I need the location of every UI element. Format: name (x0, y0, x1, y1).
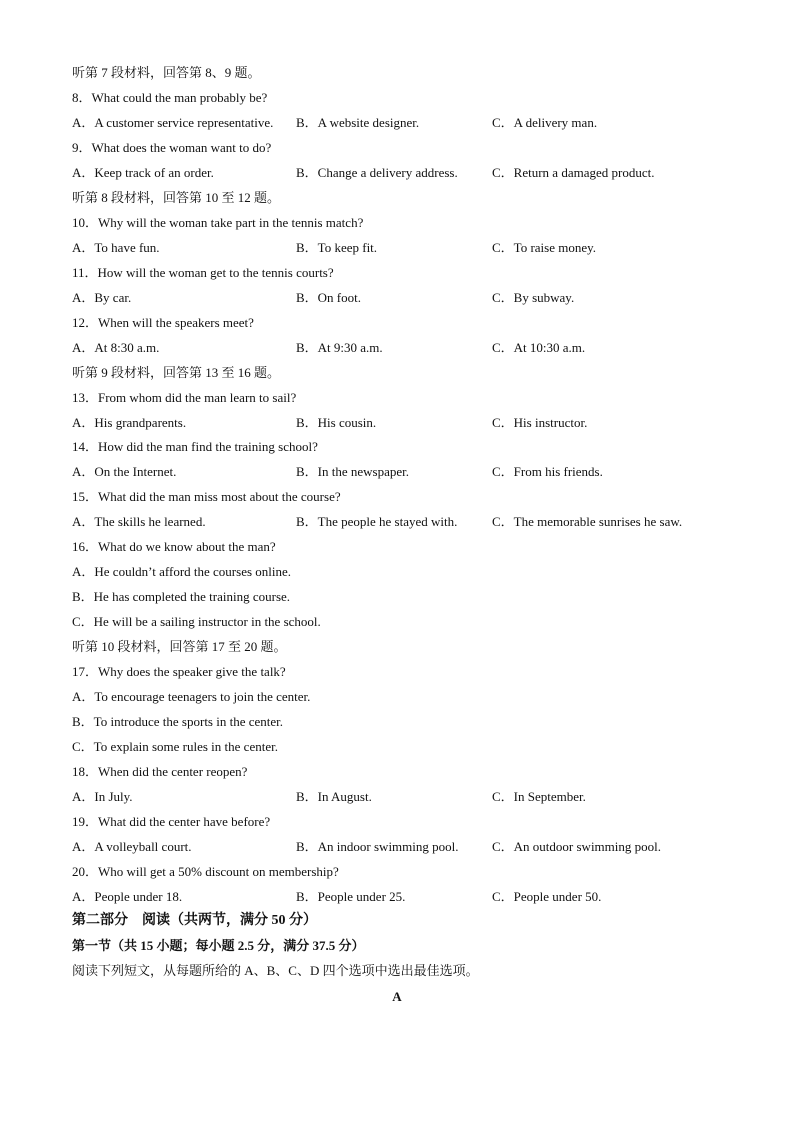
question-15-option-a: A．The skills he learned. (72, 514, 206, 529)
question-17-option-a: A．To encourage teenagers to join the center. (72, 689, 311, 704)
question-16-option-b: B．He has completed the training course. (72, 589, 291, 604)
part-two-instructions: 阅读下列短文，从每题所给的 A、B、C、D 四个选项中选出最佳选项。 (72, 963, 479, 978)
question-16-option-a: A．He couldn’t afford the courses online. (72, 564, 292, 579)
section-heading-9: 听第 9 段材料，回答第 13 至 16 题。 (72, 365, 281, 380)
question-19-option-a: A．A volleyball court. (72, 839, 192, 854)
question-17-stem: 17．Why does the speaker give the talk? (72, 664, 286, 679)
question-20-option-b: B．People under 25. (296, 889, 406, 904)
question-11-option-b: B．On foot. (296, 290, 362, 305)
section-heading-10: 听第 10 段材料，回答第 17 至 20 题。 (72, 639, 287, 654)
question-19-stem: 19．What did the center have before? (72, 814, 271, 829)
question-8-stem: 8．What could the man probably be? (72, 90, 268, 105)
question-14-option-b: B．In the newspaper. (296, 464, 410, 479)
question-13-option-c: C．His instructor. (492, 415, 588, 430)
question-20-option-a: A．People under 18. (72, 889, 183, 904)
question-11-stem: 11．How will the woman get to the tennis courts? (72, 265, 334, 280)
question-14-stem: 14．How did the man find the training school? (72, 439, 318, 454)
question-13-stem: 13．From whom did the man learn to sail? (72, 390, 297, 405)
question-11-option-a: A．By car. (72, 290, 132, 305)
question-14-option-a: A．On the Internet. (72, 464, 177, 479)
question-18-option-b: B．In August. (296, 789, 372, 804)
part-two-heading: 第二部分 阅读（共两节，满分 50 分） (72, 913, 317, 928)
question-10-option-c: C．To raise money. (492, 240, 597, 255)
section-heading-7: 听第 7 段材料，回答第 8、9 题。 (72, 65, 261, 80)
question-18-option-c: C．In September. (492, 789, 586, 804)
question-13-option-b: B．His cousin. (296, 415, 377, 430)
question-16-stem: 16．What do we know about the man? (72, 539, 276, 554)
question-10-stem: 10．Why will the woman take part in the tennis match? (72, 215, 364, 230)
section-heading-8: 听第 8 段材料，回答第 10 至 12 题。 (72, 190, 281, 205)
question-20-stem: 20．Who will get a 50% discount on membership? (72, 864, 339, 879)
question-15-stem: 15．What did the man miss most about the course? (72, 489, 341, 504)
question-9-option-a: A．Keep track of an order. (72, 165, 214, 180)
question-13-option-a: A．His grandparents. (72, 415, 187, 430)
question-15-option-c: C．The memorable sunrises he saw. (492, 514, 683, 529)
passage-label: A (392, 989, 402, 1004)
part-two-section-one-heading: 第一节（共 15 小题；每小题 2.5 分，满分 37.5 分） (72, 938, 365, 953)
question-10-option-a: A．To have fun. (72, 240, 160, 255)
question-15-option-b: B．The people he stayed with. (296, 514, 458, 529)
question-17-option-b: B．To introduce the sports in the center. (72, 714, 284, 729)
question-10-option-b: B．To keep fit. (296, 240, 378, 255)
question-12-stem: 12．When will the speakers meet? (72, 315, 254, 330)
question-16-option-c: C．He will be a sailing instructor in the school. (72, 614, 321, 629)
question-9-option-b: B．Change a delivery address. (296, 165, 458, 180)
question-20-option-c: C．People under 50. (492, 889, 602, 904)
question-11-option-c: C．By subway. (492, 290, 575, 305)
question-14-option-c: C．From his friends. (492, 464, 603, 479)
question-19-option-b: B．An indoor swimming pool. (296, 839, 459, 854)
question-8-option-a: A．A customer service representative. (72, 115, 274, 130)
question-18-stem: 18．When did the center reopen? (72, 764, 248, 779)
question-17-option-c: C．To explain some rules in the center. (72, 739, 278, 754)
question-8-option-c: C．A delivery man. (492, 115, 598, 130)
question-19-option-c: C．An outdoor swimming pool. (492, 839, 662, 854)
question-12-option-c: C．At 10:30 a.m. (492, 340, 586, 355)
question-8-option-b: B．A website designer. (296, 115, 420, 130)
question-18-option-a: A．In July. (72, 789, 133, 804)
question-9-stem: 9．What does the woman want to do? (72, 140, 272, 155)
question-9-option-c: C．Return a damaged product. (492, 165, 655, 180)
question-12-option-a: A．At 8:30 a.m. (72, 340, 160, 355)
question-12-option-b: B．At 9:30 a.m. (296, 340, 383, 355)
